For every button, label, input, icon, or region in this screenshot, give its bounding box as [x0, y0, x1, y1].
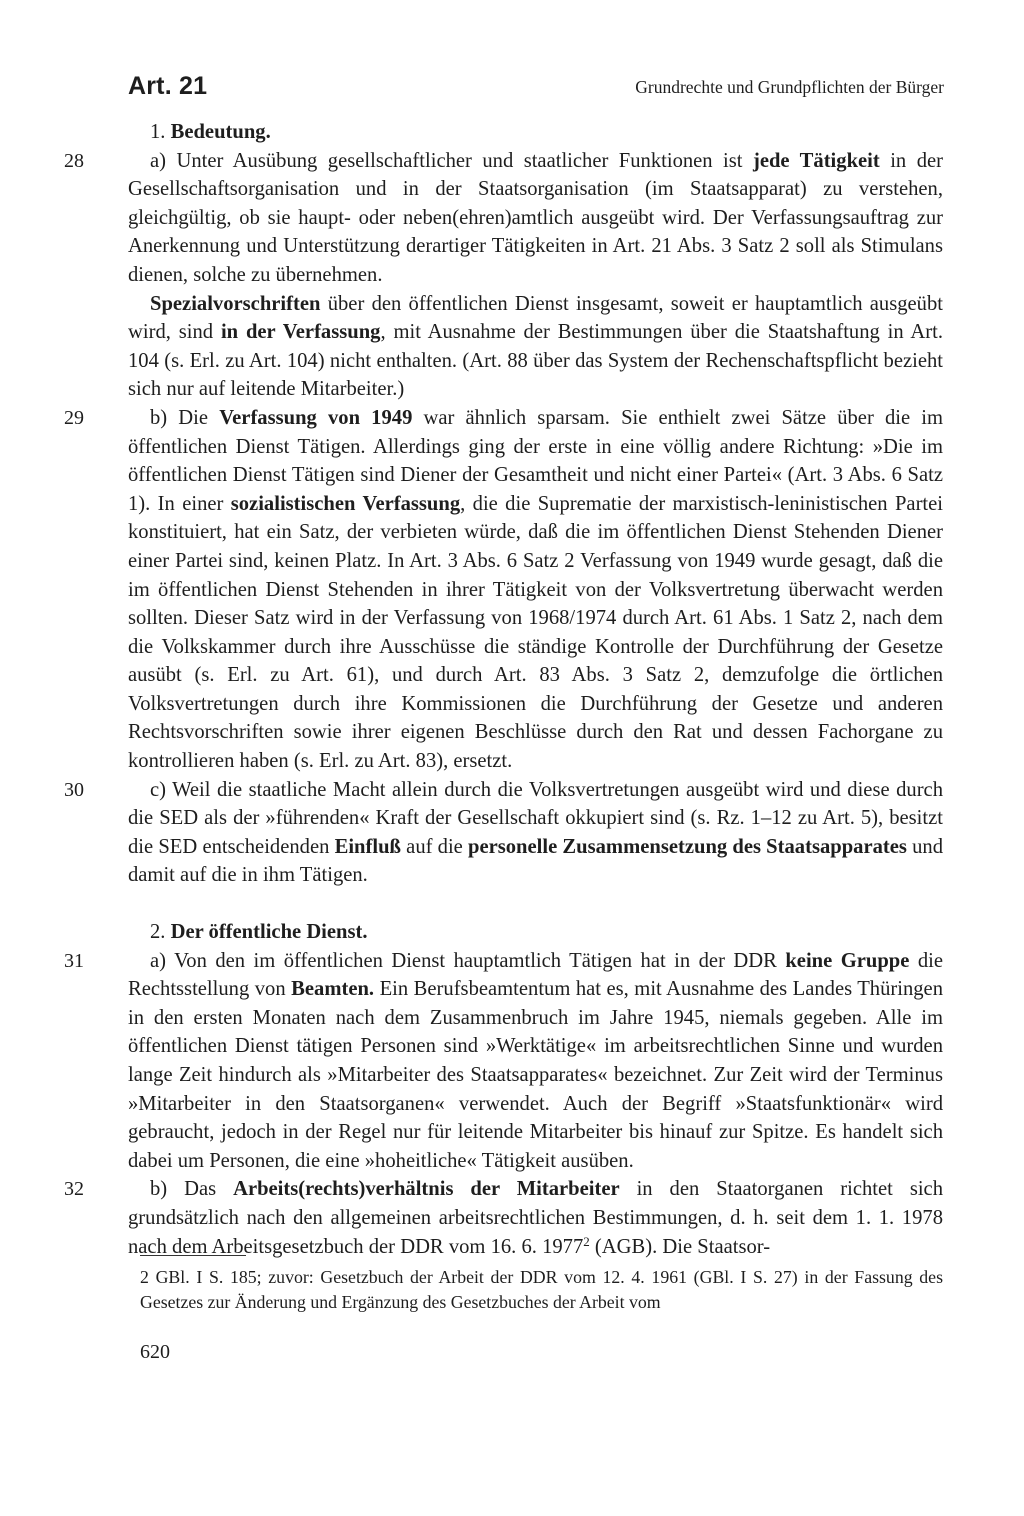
paragraph-31: 31 a) Von den im öffentlichen Dienst hauptamtlich Tätigen hat in der DDR keine Gruppe die Rechtsstellung von Beamten. Ein Berufsbeamtentum hat es, mit Ausnahme des Landes Thüringen in den ersten Monaten nach dem Zusammenbruch im Jahre 1945, niemals gegeben. Alle im öffentlichen Dienst tätigen Personen sind »Werktätige« im arbeitsrechtlichen Sinne und wurden lange Zeit hindurch als »Mitarbeiter des Staatsapparates« bezeichnet. Zur Zeit wird der Terminus »Mitarbeiter in den Staatsorganen« verwendet. Auch der Begriff »Staatsfunktionär« wird gebraucht, jedoch in der Regel nur für leitende Mitarbeiter bis hinauf zur Spitze. Es handelt sich dabei um Personen, die eine »hoheitliche« Tätigkeit ausüben.	[128, 947, 943, 1176]
paragraph-30: 30 c) Weil die staatliche Macht allein durch die Volksvertretungen ausgeübt wird und diese durch die SED als der »führenden« Kraft der Gesellschaft okkupiert sind (s. Rz. 1–12 zu Art. 5), besitzt die SED entscheidenden Einfluß auf die personelle Zusammensetzung des Staatsapparates und damit auf die in ihm Tätigen.	[128, 776, 943, 890]
article-number: Art. 21	[128, 72, 208, 100]
margin-number-30: 30	[64, 778, 84, 801]
section-heading-1: 1. Bedeutung.	[150, 121, 271, 143]
margin-number-32: 32	[64, 1178, 84, 1201]
page-number: 620	[140, 1341, 170, 1363]
paragraph-28b: Spezialvorschriften über den öffentlichen Dienst insgesamt, soweit er hauptamtlich ausgeübt wird, sind in der Verfassung, mit Ausnahme der Bestimmungen über die Staatshaftung in Art. 104 (s. Erl. zu Art. 104) nicht enthalten. (Art. 88 über das System der Rechenschaftspflicht bezieht sich nur auf leitende Mitarbeiter.)	[128, 292, 943, 401]
running-title: Grundrechte und Grundpflichten der Bürger	[635, 77, 944, 97]
paragraph-32: 32 b) Das Arbeits(rechts)verhältnis der Mitarbeiter in den Staatorganen richtet sich grundsätzlich nach den allgemeinen arbeitsrechtlichen Bestimmungen, d. h. seit dem 1. 1. 1978 nach dem Arbeitsgesetzbuch der DDR vom 16. 6. 1977$^2$ (AGB). Die Staatsor-	[128, 1175, 943, 1261]
footnote-divider	[140, 1255, 246, 1256]
paragraph-28: 28 a) Unter Ausübung gesellschaftlicher und staatlicher Funktionen ist jede Tätigkeit in der Gesellschaftsorganisation und in der Staatsorganisation (im Staatsapparat) zu verstehen, gleichgültig, ob sie haupt- oder neben(ehren)amtlich ausgeübt wird. Der Verfassungsauftrag zur Anerkennung und Unterstützung derartiger Tätigkeiten in Art. 21 Abs. 3 Satz 2 soll als Stimulans dienen, solche zu übernehmen. Spezialvorschriften über den öffentlichen Dienst insgesamt, soweit er hauptamtlich ausgeübt wird, sind in der Verfassung, mit Ausnahme der Bestimmungen über die Staatshaftung in Art. 104 (s. Erl. zu Art. 104) nicht enthalten. (Art. 88 über das System der Rechenschaftspflicht bezieht sich nur auf leitende Mitarbeiter.)	[128, 147, 943, 404]
margin-number-29: 29	[64, 406, 84, 429]
margin-number-28: 28	[64, 149, 84, 172]
body-text	[64, 118, 944, 1261]
section-heading-2: 2. Der öffentliche Dienst.	[150, 921, 368, 944]
paragraph-29: 29 b) Die Verfassung von 1949 war ähnlich sparsam. Sie enthielt zwei Sätze über die im öffentlichen Dienst Tätigen. Allerdings ging der erste in eine völlig andere Richtung: »Die im öffentlichen Dienst Tätigen sind Diener der Gesamtheit und nicht einer Partei« (Art. 3 Abs. 6 Satz 1). In einer sozialistischen Verfassung, die die Suprematie der marxistisch-leninistischen Partei konstituiert, hat ein Satz, der verbieten würde, daß die im öffentlichen Dienst Stehenden Diener einer Partei sind, keinen Platz. In Art. 3 Abs. 6 Satz 2 Verfassung von 1949 wurde gesagt, daß die im öffentlichen Dienst Stehenden in ihrer Tätigkeit von der Volksvertretung überwacht werden sollten. Dieser Satz wird in der Verfassung von 1968/1974 durch Art. 61 Abs. 1 Satz 2, nach dem die Volkskammer durch ihre Ausschüsse die ständige Kontrolle der Durchführung der Gesetze ausübt (s. Erl. zu Art. 61), und durch Art. 83 Abs. 3 Satz 2, demzufolge die örtlichen Volksvertretungen durch ihre Kommissionen die Durchführung der Gesetze und anderen Rechtsvorschriften sowie ihrer eigenen Beschlüsse durch den Rat und dessen Fachorgane zu kontrollieren haben (s. Erl. zu Art. 83), ersetzt.	[128, 404, 943, 776]
margin-number-31: 31	[64, 949, 84, 972]
footnote-ref: 2	[583, 1233, 590, 1249]
footnote: 2 GBl. I S. 185; zuvor: Gesetzbuch der Arbeit der DDR vom 12. 4. 1961 (GBl. I S. 27) in der Fassung des Gesetzes zur Änderung und Ergänzung des Gesetzbuches der Arbeit vom	[140, 1267, 943, 1312]
